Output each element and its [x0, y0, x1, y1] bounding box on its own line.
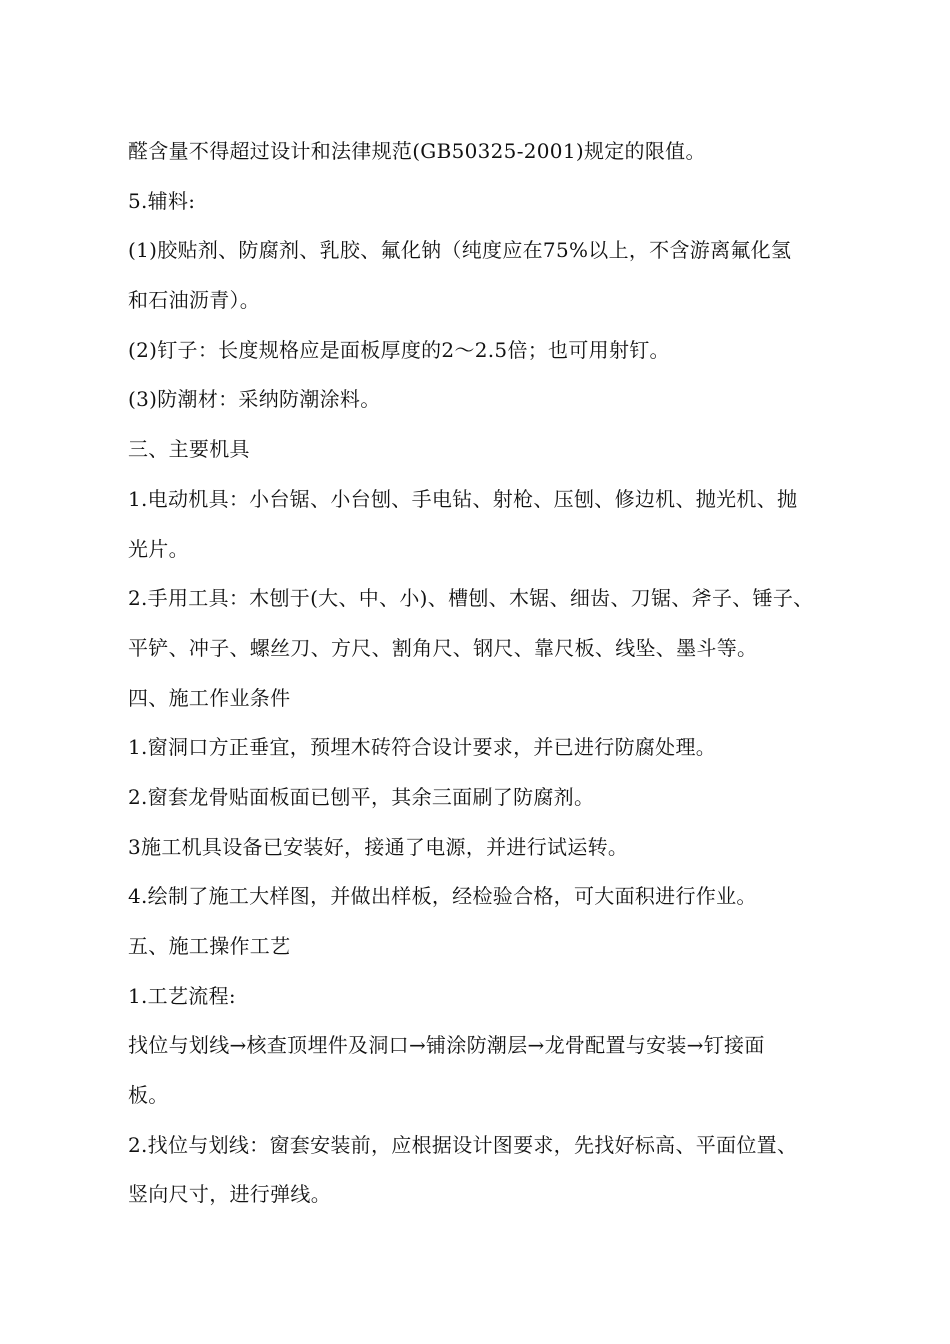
text-line: 3施工机具设备已安装好，接通了电源，并进行试运转。 — [128, 834, 629, 859]
text-line: 1.窗洞口方正垂宜，预埋木砖符合设计要求，并已进行防腐处理。 — [128, 735, 717, 760]
text-line: 1.工艺流程: — [128, 983, 236, 1008]
text-line: 2.窗套龙骨贴面板面已刨平，其余三面刷了防腐剂。 — [128, 784, 595, 809]
section-heading: 5.辅料: — [128, 188, 196, 213]
document-body — [128, 127, 868, 1220]
text-line: 竖向尺寸，进行弹线。 — [128, 1182, 331, 1207]
section-heading: 三、主要机具 — [128, 437, 250, 462]
text-line: (2)钉子：长度规格应是面板厚度的2～2.5倍；也可用射钉。 — [128, 337, 670, 362]
text-line: 2.找位与划线：窗套安装前，应根据设计图要求，先找好标高、平面位置、 — [128, 1132, 798, 1157]
text-line: 醛含量不得超过设计和法律规范(GB50325-2001)规定的限值。 — [128, 139, 706, 163]
text-line: (3)防潮材：采纳防潮涂料。 — [128, 387, 381, 412]
text-line: 找位与划线→核查顶埋件及洞口→铺涂防潮层→龙骨配置与安装→钉接面 — [128, 1033, 765, 1058]
text-line: 平铲、冲子、螺丝刀、方尺、割角尺、钢尺、靠尺板、线坠、墨斗等。 — [128, 635, 758, 660]
text-line: 1.电动机具：小台锯、小台刨、手电钻、射枪、压刨、修边机、抛光机、抛 — [128, 486, 798, 511]
text-line: (1)胶贴剂、防腐剂、乳胶、氟化钠（纯度应在75%以上，不含游离氟化氢 — [128, 238, 792, 263]
section-heading: 四、施工作业条件 — [128, 685, 291, 710]
text-line: 板。 — [128, 1083, 169, 1108]
text-line: 2.手用工具：木刨于(大、中、小)、槽刨、木锯、细齿、刀锯、斧子、锤子、 — [128, 586, 814, 611]
text-line: 和石油沥青）。 — [128, 288, 261, 313]
section-heading: 五、施工操作工艺 — [128, 934, 291, 958]
text-line: 4.绘制了施工大样图，并做出样板，经检验合格，可大面积进行作业。 — [128, 884, 757, 909]
text-line: 光片。 — [128, 536, 189, 561]
